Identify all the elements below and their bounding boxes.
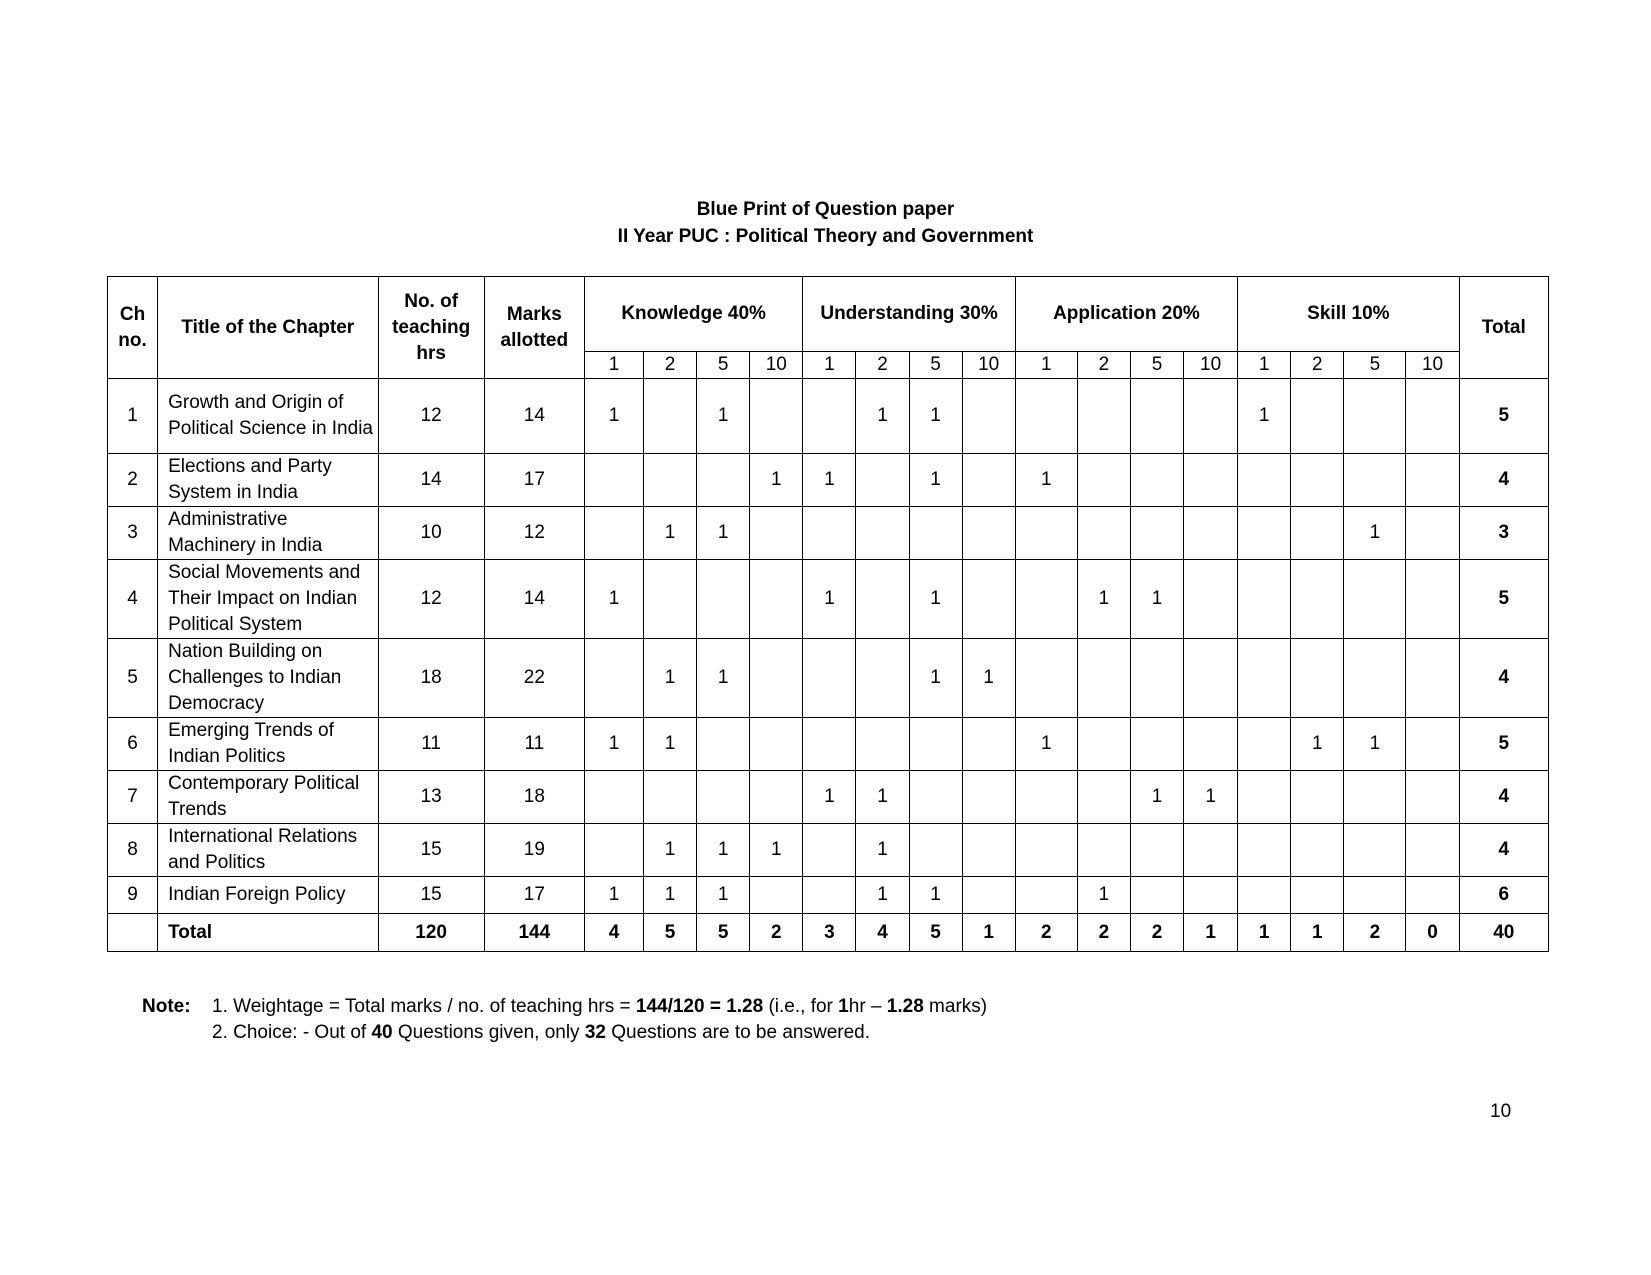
header-understanding: Understanding 30%	[803, 277, 1015, 352]
question-count-cell: 1	[1291, 718, 1344, 771]
marks-allotted-cell: 14	[484, 379, 584, 454]
question-count-cell: 1	[1344, 718, 1406, 771]
question-count-cell: 1	[644, 718, 697, 771]
question-count-cell	[1291, 639, 1344, 718]
question-count-cell: 1	[1015, 454, 1077, 507]
question-count-cell	[1406, 454, 1459, 507]
row-total-cell: 4	[1459, 824, 1548, 877]
question-count-cell	[1077, 824, 1130, 877]
question-count-cell: 1	[962, 914, 1015, 952]
question-count-cell	[1406, 824, 1459, 877]
question-count-cell	[697, 771, 750, 824]
header-marks-allotted: Marks allotted	[484, 277, 584, 379]
title-line-2: II Year PUC : Political Theory and Government	[617, 226, 1034, 247]
question-count-cell	[584, 454, 643, 507]
question-count-cell	[1077, 379, 1130, 454]
question-count-cell: 1	[1344, 507, 1406, 560]
question-count-cell: 1	[697, 639, 750, 718]
question-count-cell	[1184, 560, 1238, 639]
question-count-cell	[962, 379, 1015, 454]
question-count-cell	[909, 824, 962, 877]
question-count-cell	[1291, 771, 1344, 824]
question-count-cell	[1238, 639, 1291, 718]
question-count-cell	[1130, 639, 1183, 718]
question-count-cell: 1	[909, 560, 962, 639]
question-count-cell	[856, 639, 909, 718]
note-block	[142, 994, 987, 1046]
question-count-cell	[644, 771, 697, 824]
total-row	[108, 914, 1549, 952]
question-count-cell: 4	[584, 914, 643, 952]
question-count-cell: 1	[856, 771, 909, 824]
sub-header-mark: 10	[962, 352, 1015, 379]
question-count-cell	[584, 771, 643, 824]
question-count-cell	[1015, 824, 1077, 877]
chapter-title-cell: Administrative Machinery in India	[158, 507, 378, 560]
question-count-cell	[1291, 824, 1344, 877]
teaching-hrs-cell: 12	[378, 379, 484, 454]
title-line-1: Blue Print of Question paper	[696, 199, 955, 220]
question-count-cell	[1015, 560, 1077, 639]
row-total-cell: 4	[1459, 454, 1548, 507]
header-skill: Skill 10%	[1238, 277, 1459, 352]
question-count-cell: 2	[1077, 914, 1130, 952]
question-count-cell	[1184, 454, 1238, 507]
table-row	[108, 877, 1549, 914]
question-count-cell	[962, 507, 1015, 560]
document-title	[0, 196, 1651, 250]
question-count-cell	[803, 507, 856, 560]
question-count-cell: 1	[644, 639, 697, 718]
question-count-cell	[803, 877, 856, 914]
sub-header-mark: 1	[584, 352, 643, 379]
chapter-number-cell: 8	[108, 824, 158, 877]
teaching-hrs-cell: 14	[378, 454, 484, 507]
question-count-cell	[584, 639, 643, 718]
chapter-title-cell: Total	[158, 914, 378, 952]
question-count-cell: 2	[750, 914, 803, 952]
question-count-cell	[750, 639, 803, 718]
row-total-cell: 5	[1459, 718, 1548, 771]
question-count-cell: 4	[856, 914, 909, 952]
question-count-cell	[962, 718, 1015, 771]
note-text: 1. Weightage = Total marks / no. of teaching hrs =	[212, 996, 636, 1017]
question-count-cell	[1077, 507, 1130, 560]
question-count-cell	[803, 379, 856, 454]
chapter-number-cell: 3	[108, 507, 158, 560]
question-count-cell	[1238, 560, 1291, 639]
note-text: 32	[584, 1022, 606, 1043]
question-count-cell: 1	[644, 507, 697, 560]
question-count-cell	[1238, 507, 1291, 560]
chapter-title-cell: Elections and Party System in India	[158, 454, 378, 507]
marks-allotted-cell: 12	[484, 507, 584, 560]
question-count-cell: 1	[909, 639, 962, 718]
sub-header-mark: 5	[697, 352, 750, 379]
note-text: 2. Choice: - Out of	[212, 1022, 372, 1043]
question-count-cell	[1344, 379, 1406, 454]
chapter-number-cell: 9	[108, 877, 158, 914]
note-text: Questions given, only	[392, 1022, 585, 1043]
sub-header-mark: 1	[1238, 352, 1291, 379]
note-text: (i.e., for	[763, 996, 839, 1017]
question-count-cell	[1130, 877, 1183, 914]
question-count-cell: 1	[909, 379, 962, 454]
note-text: marks)	[923, 996, 988, 1017]
question-count-cell	[1184, 718, 1238, 771]
marks-allotted-cell: 11	[484, 718, 584, 771]
chapter-number-cell	[108, 914, 158, 952]
question-count-cell: 1	[584, 877, 643, 914]
question-count-cell	[1291, 454, 1344, 507]
sub-header-mark: 5	[1130, 352, 1183, 379]
question-count-cell	[1344, 877, 1406, 914]
note-line-2	[142, 1020, 987, 1046]
chapter-number-cell: 4	[108, 560, 158, 639]
question-count-cell: 1	[1130, 560, 1183, 639]
teaching-hrs-cell: 13	[378, 771, 484, 824]
chapter-title-cell: Contemporary Political Trends	[158, 771, 378, 824]
question-count-cell: 1	[1015, 718, 1077, 771]
note-text: 1.28	[886, 996, 924, 1017]
question-count-cell	[1238, 824, 1291, 877]
note-text: 1	[838, 996, 849, 1017]
table-row	[108, 771, 1549, 824]
question-count-cell	[697, 560, 750, 639]
question-count-cell	[750, 877, 803, 914]
table-row	[108, 454, 1549, 507]
question-count-cell: 1	[584, 718, 643, 771]
question-count-cell: 5	[909, 914, 962, 952]
marks-allotted-cell: 17	[484, 877, 584, 914]
header-total: Total	[1459, 277, 1548, 379]
question-count-cell	[750, 560, 803, 639]
question-count-cell	[962, 454, 1015, 507]
teaching-hrs-cell: 15	[378, 824, 484, 877]
question-count-cell: 1	[644, 877, 697, 914]
header-application: Application 20%	[1015, 277, 1237, 352]
question-count-cell: 1	[803, 454, 856, 507]
marks-allotted-cell: 17	[484, 454, 584, 507]
question-count-cell: 1	[1184, 914, 1238, 952]
note-text: Questions are to be answered.	[605, 1022, 871, 1043]
question-count-cell	[1015, 877, 1077, 914]
question-count-cell	[1406, 771, 1459, 824]
question-count-cell	[1184, 824, 1238, 877]
question-count-cell	[1077, 639, 1130, 718]
question-count-cell	[1291, 507, 1344, 560]
question-count-cell	[909, 771, 962, 824]
question-count-cell	[909, 718, 962, 771]
table-row	[108, 639, 1549, 718]
question-count-cell	[1015, 771, 1077, 824]
question-count-cell	[1406, 639, 1459, 718]
table-row	[108, 824, 1549, 877]
chapter-number-cell: 2	[108, 454, 158, 507]
question-count-cell: 1	[803, 771, 856, 824]
question-count-cell: 5	[644, 914, 697, 952]
question-count-cell: 2	[1130, 914, 1183, 952]
teaching-hrs-cell: 10	[378, 507, 484, 560]
question-count-cell	[1344, 639, 1406, 718]
question-count-cell: 1	[644, 824, 697, 877]
note-text: hr –	[848, 996, 887, 1017]
table-row	[108, 560, 1549, 639]
question-count-cell	[1406, 379, 1459, 454]
teaching-hrs-cell: 12	[378, 560, 484, 639]
question-count-cell	[1238, 454, 1291, 507]
question-count-cell: 1	[909, 877, 962, 914]
marks-allotted-cell: 19	[484, 824, 584, 877]
question-count-cell: 3	[803, 914, 856, 952]
question-count-cell	[856, 718, 909, 771]
chapter-number-cell: 1	[108, 379, 158, 454]
question-count-cell: 1	[697, 877, 750, 914]
question-count-cell	[1406, 877, 1459, 914]
question-count-cell: 1	[856, 877, 909, 914]
row-total-cell: 3	[1459, 507, 1548, 560]
question-count-cell	[1406, 560, 1459, 639]
marks-allotted-cell: 144	[484, 914, 584, 952]
row-total-cell: 40	[1459, 914, 1548, 952]
teaching-hrs-cell: 15	[378, 877, 484, 914]
question-count-cell	[697, 454, 750, 507]
question-count-cell	[1291, 877, 1344, 914]
sub-header-mark: 5	[1344, 352, 1406, 379]
teaching-hrs-cell: 11	[378, 718, 484, 771]
question-count-cell: 1	[584, 560, 643, 639]
chapter-number-cell: 6	[108, 718, 158, 771]
question-count-cell: 1	[1238, 914, 1291, 952]
chapter-title-cell: Growth and Origin of Political Science in India	[158, 379, 378, 454]
question-count-cell: 1	[750, 454, 803, 507]
row-total-cell: 4	[1459, 639, 1548, 718]
question-count-cell	[856, 454, 909, 507]
marks-allotted-cell: 14	[484, 560, 584, 639]
sub-header-mark: 1	[803, 352, 856, 379]
sub-header-mark: 10	[1184, 352, 1238, 379]
question-count-cell	[1130, 454, 1183, 507]
note-label: Note:	[142, 996, 191, 1017]
question-count-cell	[1184, 877, 1238, 914]
question-count-cell	[1015, 379, 1077, 454]
teaching-hrs-cell: 120	[378, 914, 484, 952]
question-count-cell	[856, 507, 909, 560]
question-count-cell	[1238, 877, 1291, 914]
table-row	[108, 379, 1549, 454]
sub-header-mark: 5	[909, 352, 962, 379]
question-count-cell	[1291, 379, 1344, 454]
question-count-cell: 2	[1344, 914, 1406, 952]
header-knowledge: Knowledge 40%	[584, 277, 802, 352]
question-count-cell	[1077, 718, 1130, 771]
table-body	[108, 379, 1549, 952]
question-count-cell: 1	[1130, 771, 1183, 824]
question-count-cell	[750, 718, 803, 771]
teaching-hrs-cell: 18	[378, 639, 484, 718]
question-count-cell	[584, 824, 643, 877]
sub-header-mark: 2	[644, 352, 697, 379]
question-count-cell	[644, 454, 697, 507]
sub-header-mark: 2	[856, 352, 909, 379]
blueprint-table	[107, 276, 1549, 952]
table-row	[108, 507, 1549, 560]
question-count-cell: 1	[962, 639, 1015, 718]
question-count-cell: 1	[803, 560, 856, 639]
page-number: 10	[1490, 1101, 1512, 1122]
question-count-cell	[1130, 718, 1183, 771]
row-total-cell: 5	[1459, 379, 1548, 454]
question-count-cell	[1015, 507, 1077, 560]
question-count-cell	[584, 507, 643, 560]
sub-header-mark: 10	[750, 352, 803, 379]
chapter-title-cell: Indian Foreign Policy	[158, 877, 378, 914]
question-count-cell	[1344, 454, 1406, 507]
question-count-cell	[1238, 771, 1291, 824]
chapter-title-cell: Emerging Trends of Indian Politics	[158, 718, 378, 771]
chapter-title-cell: Nation Building on Challenges to Indian Democracy	[158, 639, 378, 718]
marks-allotted-cell: 18	[484, 771, 584, 824]
table-row	[108, 718, 1549, 771]
question-count-cell	[1015, 639, 1077, 718]
question-count-cell	[1130, 379, 1183, 454]
question-count-cell	[1077, 454, 1130, 507]
question-count-cell	[962, 560, 1015, 639]
row-total-cell: 5	[1459, 560, 1548, 639]
question-count-cell	[1184, 507, 1238, 560]
question-count-cell	[962, 877, 1015, 914]
question-count-cell	[803, 718, 856, 771]
question-count-cell	[1344, 560, 1406, 639]
question-count-cell: 1	[909, 454, 962, 507]
sub-header-mark: 1	[1015, 352, 1077, 379]
question-count-cell	[750, 507, 803, 560]
question-count-cell: 1	[697, 379, 750, 454]
row-total-cell: 4	[1459, 771, 1548, 824]
question-count-cell: 1	[1184, 771, 1238, 824]
question-count-cell	[803, 639, 856, 718]
question-count-cell	[962, 771, 1015, 824]
question-count-cell: 1	[1077, 877, 1130, 914]
question-count-cell	[909, 507, 962, 560]
question-count-cell	[1184, 639, 1238, 718]
question-count-cell	[1130, 824, 1183, 877]
question-count-cell: 1	[1238, 379, 1291, 454]
header-teaching-hrs: No. of teaching hrs	[378, 277, 484, 379]
question-count-cell: 1	[1077, 560, 1130, 639]
question-count-cell	[644, 379, 697, 454]
chapter-number-cell: 7	[108, 771, 158, 824]
question-count-cell: 2	[1015, 914, 1077, 952]
row-total-cell: 6	[1459, 877, 1548, 914]
question-count-cell: 1	[750, 824, 803, 877]
marks-allotted-cell: 22	[484, 639, 584, 718]
question-count-cell: 1	[584, 379, 643, 454]
question-count-cell	[1130, 507, 1183, 560]
question-count-cell	[962, 824, 1015, 877]
question-count-cell	[1238, 718, 1291, 771]
question-count-cell	[1406, 718, 1459, 771]
question-count-cell	[1291, 560, 1344, 639]
question-count-cell	[1077, 771, 1130, 824]
sub-header-mark: 2	[1077, 352, 1130, 379]
question-count-cell: 5	[697, 914, 750, 952]
sub-header-mark: 10	[1406, 352, 1459, 379]
question-count-cell	[1406, 507, 1459, 560]
question-count-cell	[1344, 771, 1406, 824]
chapter-title-cell: International Relations and Politics	[158, 824, 378, 877]
question-count-cell	[856, 560, 909, 639]
note-text: 144/120 = 1.28	[635, 996, 764, 1017]
question-count-cell: 1	[1291, 914, 1344, 952]
question-count-cell	[803, 824, 856, 877]
question-count-cell	[644, 560, 697, 639]
question-count-cell: 0	[1406, 914, 1459, 952]
question-count-cell: 1	[856, 824, 909, 877]
question-count-cell	[750, 771, 803, 824]
note-line-1	[212, 996, 987, 1017]
chapter-number-cell: 5	[108, 639, 158, 718]
question-count-cell	[750, 379, 803, 454]
note-text: 40	[371, 1022, 393, 1043]
question-count-cell	[697, 718, 750, 771]
question-count-cell: 1	[697, 824, 750, 877]
question-count-cell	[1344, 824, 1406, 877]
chapter-title-cell: Social Movements and Their Impact on Indian Political System	[158, 560, 378, 639]
question-count-cell: 1	[856, 379, 909, 454]
header-ch-no: Ch no.	[108, 277, 158, 379]
question-count-cell	[1184, 379, 1238, 454]
sub-header-mark: 2	[1291, 352, 1344, 379]
question-count-cell: 1	[697, 507, 750, 560]
header-chapter-title: Title of the Chapter	[158, 277, 378, 379]
